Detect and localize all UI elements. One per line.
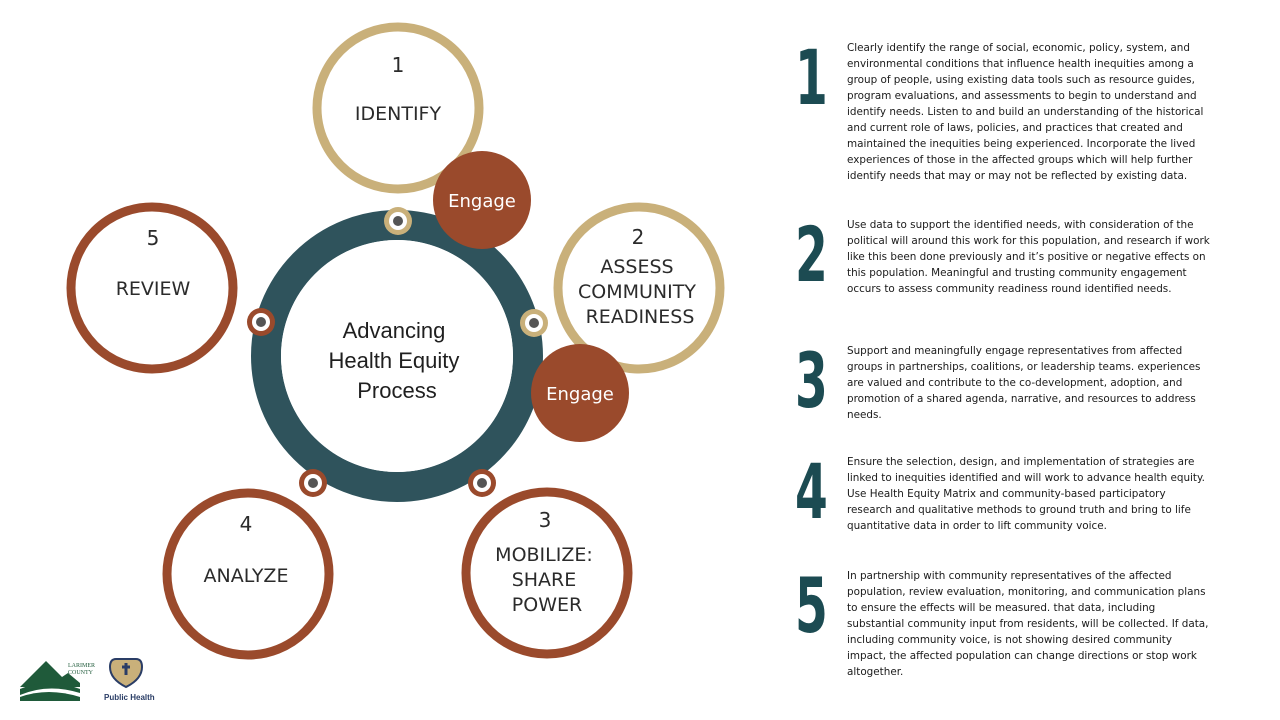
step-2: [795, 210, 1215, 317]
stage-1-number: 1: [391, 53, 405, 77]
stage-4-label: ANALYZE: [203, 565, 289, 587]
step-5-text: In partnership with community representatives of the affected population, review evaluation, monitoring, and communication plans to ensure the effects will be measured. that data, including substantial community input from residents, will be collected. If data, including community voice, is not showing desired community impact, the affected population can change directions or stop work altogether.: [847, 570, 1209, 678]
logos: [18, 655, 168, 705]
stage-3-number: 3: [538, 508, 552, 532]
step-5-number: 5: [795, 561, 828, 650]
engage-badge-2: [531, 344, 629, 442]
step-1: [795, 33, 1215, 210]
step-3: [795, 336, 1215, 428]
stage-1-label: IDENTIFY: [354, 103, 442, 125]
engage-badge-1-label: Engage: [448, 191, 516, 212]
step-4: [795, 447, 1215, 544]
stage-2-number: 2: [631, 225, 645, 249]
stage-4-number: 4: [239, 512, 253, 536]
connector-4: [299, 469, 327, 497]
stage-3-mobilize: [466, 492, 628, 654]
connector-3: [468, 469, 496, 497]
connector-2: [520, 309, 548, 337]
stage-2-label: ASSESS COMMUNITY READINESS: [578, 256, 696, 328]
step-2-text: Use data to support the identified needs, with consideration of the political will around this work for this population, and research if work like this been done previously and it’s positive or negative effects on this population. Meaningful and trusting community engagement occurs to assess community readiness round identified needs.: [847, 219, 1210, 295]
engage-badge-1: [433, 151, 531, 249]
public-health-logo: [104, 659, 155, 702]
connector-5: [247, 308, 275, 336]
engage-badge-2-label: Engage: [546, 384, 614, 405]
stage-5-number: 5: [146, 226, 160, 250]
larimer-county-logo: [20, 661, 95, 701]
step-3-text: Support and meaningfully engage representatives from affected groups in partnerships, coalitions, or leadership teams. experiences are valued and contribute to the co-development, adoption, and promotion of a shared agenda, narrative, and resources to address needs.: [847, 345, 1201, 421]
stage-4-analyze: [167, 493, 329, 655]
step-3-number: 3: [795, 336, 828, 425]
step-1-text: Clearly identify the range of social, economic, policy, system, and environmental conditions that influence health inequities among a group of people, using existing data tools such as resource guides, program evaluations, and assessments to begin to understand and identify needs. Listen to and build an understanding of the historical and current role of laws, policies, and practices that created and maintained the inequities being experienced. Incorporate the lived experiences of those in the affected groups which will help further identify needs that may or may not be reflected by existing data.: [847, 42, 1204, 182]
center-title: Advancing Health Equity Process: [328, 318, 460, 403]
step-5: [795, 561, 1215, 688]
step-1-number: 1: [795, 33, 828, 122]
step-4-text: Ensure the selection, design, and implementation of strategies are linked to inequities identified and will work to advance health equity. Use Health Equity Matrix and community-based participatory research and qualitative methods to ground truth and bring to life quantitative data in order to lift community voice.: [847, 456, 1205, 532]
stage-3-label: MOBILIZE: SHARE POWER: [495, 544, 593, 616]
county-name-line2: COUNTY: [68, 670, 93, 676]
step-4-number: 4: [795, 447, 828, 536]
county-name-line1: LARIMER: [68, 663, 95, 669]
stage-5-review: [71, 207, 233, 369]
public-health-label: Public Health: [104, 693, 155, 702]
connector-1: [384, 207, 412, 235]
stage-5-label: REVIEW: [115, 278, 191, 300]
step-2-number: 2: [795, 210, 828, 299]
